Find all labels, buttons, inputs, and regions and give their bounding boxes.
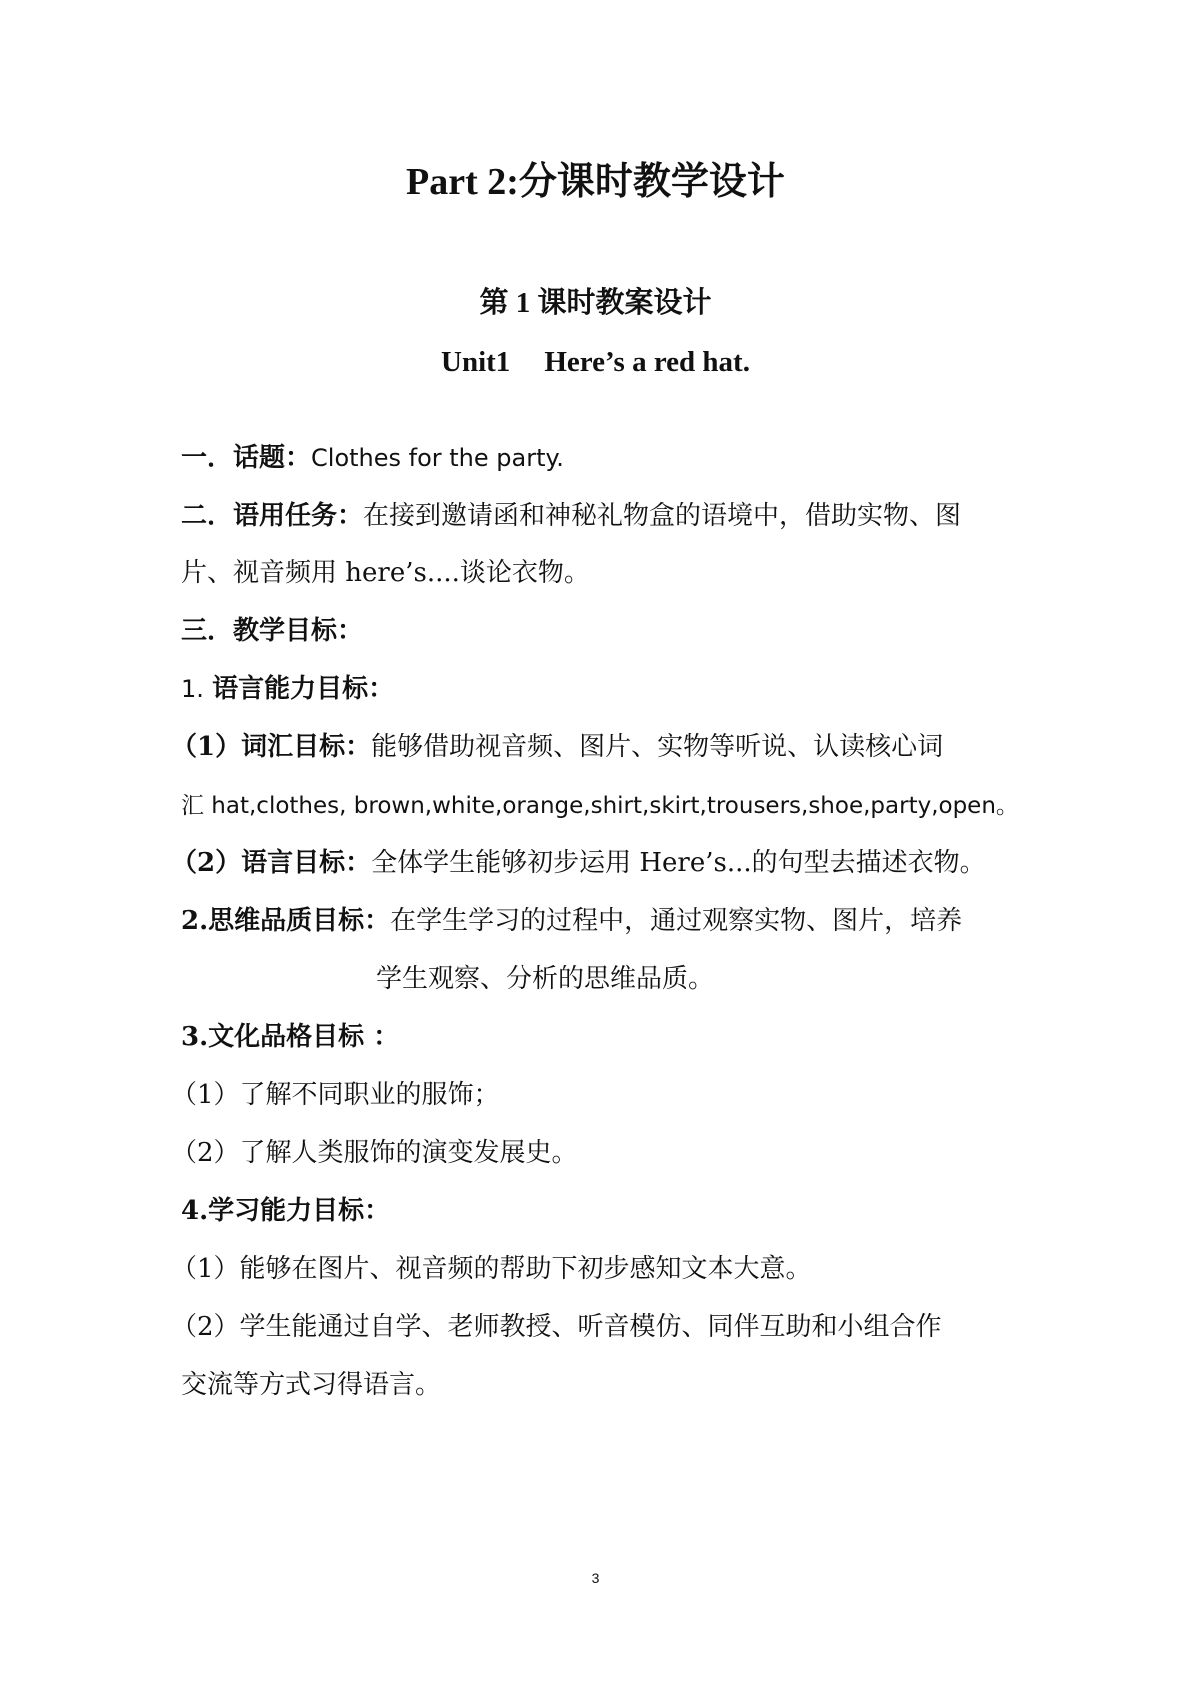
learning-goal-item-1: （1）能够在图片、视音频的帮助下初步感知文本大意。 xyxy=(171,1254,812,1284)
task-line-cont: 片、视音频用 here’s....谈论衣物。 xyxy=(181,558,590,588)
language-ability-label: 语言能力目标： xyxy=(212,674,395,704)
vocab-goal-line xyxy=(171,730,1011,764)
learning-goal-item-2: （2）学生能通过自学、老师教授、听音模仿、同伴互助和小组合作 xyxy=(171,1312,942,1342)
language-goal-text: 全体学生能够初步运用 Here’s...的句型去描述衣物。 xyxy=(371,848,986,878)
vocab-goal-label: （1）词汇目标： xyxy=(171,732,372,762)
learning-goal-heading xyxy=(181,1194,1021,1228)
culture-goal-label: 3.文化品格目标 ： xyxy=(181,1022,400,1052)
vocab-goal-text: 能够借助视音频、图片、实物等听说、认读核心词 xyxy=(371,732,944,762)
vocab-words: 汇 hat,clothes, brown,white,orange,shirt,skirt,trousers,shoe,party,open。 xyxy=(181,793,1019,819)
language-ability-num: 1. xyxy=(181,675,204,703)
page-title: Part 2:分课时教学设计 xyxy=(406,161,785,203)
topic-line xyxy=(181,441,1021,475)
thinking-goal-text: 在学生学习的过程中，通过观察实物、图片，培养 xyxy=(390,906,963,936)
language-ability-heading xyxy=(181,672,1021,706)
culture-goal-item-2: （2）了解人类服饰的演变发展史。 xyxy=(171,1138,578,1168)
unit-name: Here’s a red hat. xyxy=(544,346,750,378)
vocab-goal-line-cont xyxy=(181,788,1021,823)
task-label: 二．语用任务： xyxy=(181,501,364,531)
learning-goal-label: 4.学习能力目标： xyxy=(181,1196,391,1226)
objectives-heading xyxy=(181,614,1021,648)
thinking-goal-line xyxy=(181,904,1021,938)
lesson-heading: 第 1 课时教案设计 xyxy=(479,287,712,319)
task-text: 在接到邀请函和神秘礼物盒的语境中，借助实物、图 xyxy=(363,501,962,531)
culture-goal-item-1: （1）了解不同职业的服饰； xyxy=(171,1080,500,1110)
topic-text: Clothes for the party. xyxy=(311,444,564,472)
language-goal-label: （2）语言目标： xyxy=(171,848,372,878)
objectives-label: 三．教学目标： xyxy=(181,616,364,646)
thinking-goal-label: 2.思维品质目标： xyxy=(181,906,391,936)
learning-goal-item-2-cont: 交流等方式习得语言。 xyxy=(181,1370,442,1400)
unit-heading xyxy=(0,346,1191,379)
thinking-goal-line-cont: 学生观察、分析的思维品质。 xyxy=(376,964,715,994)
page-number: 3 xyxy=(591,1570,600,1586)
culture-goal-heading xyxy=(181,1020,1021,1054)
language-goal-line xyxy=(171,846,1011,880)
task-line xyxy=(181,499,1021,533)
topic-label: 一．话题： xyxy=(181,443,312,473)
unit-label: Unit1 xyxy=(441,346,511,378)
